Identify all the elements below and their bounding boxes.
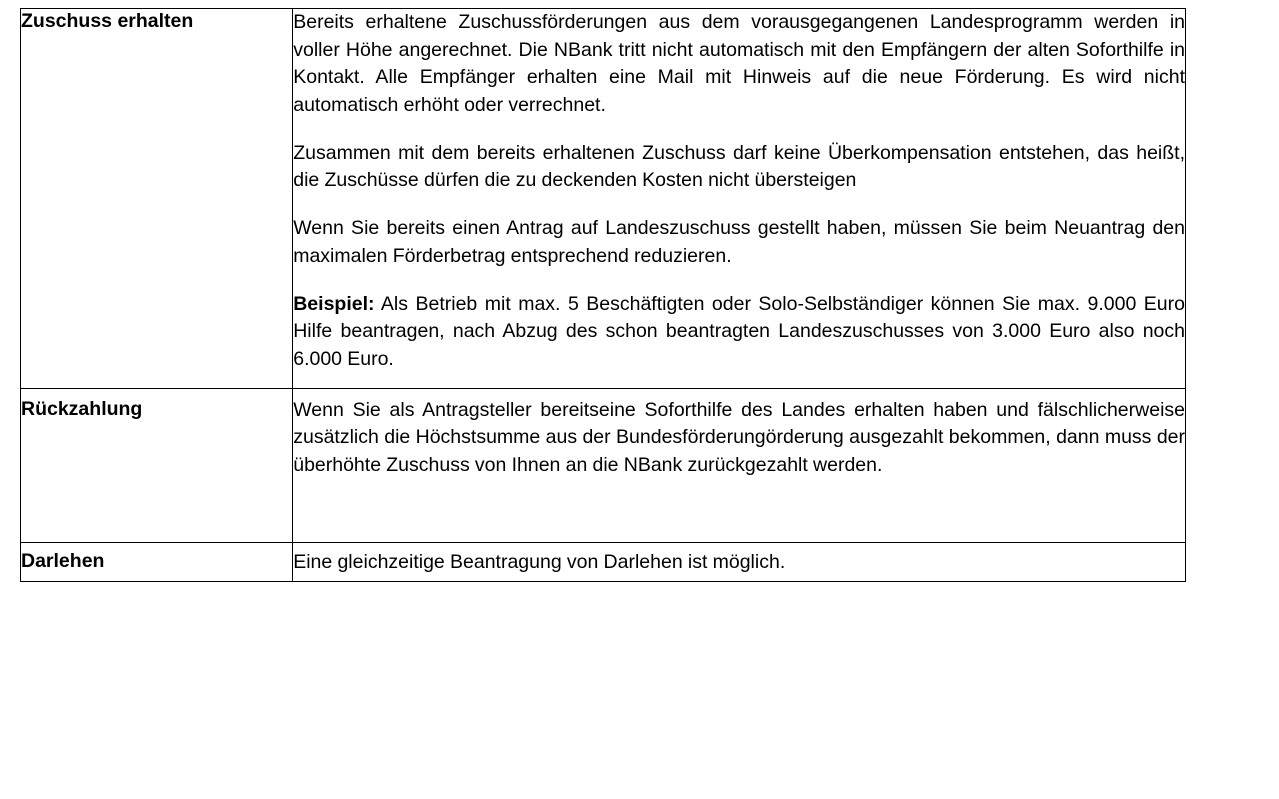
row-label-zuschuss-erhalten: Zuschuss erhalten [21,9,293,389]
paragraph: Wenn Sie bereits einen Antrag auf Landeszuschuss gestellt haben, müssen Sie beim Neuantrag den maximalen Förderbetrag entsprechend reduzieren. [293,217,1185,267]
row-label-darlehen: Darlehen [21,542,293,582]
paragraph: Eine gleichzeitige Beantragung von Darlehen ist möglich. [293,550,786,573]
row-body-zuschuss-erhalten [293,9,1186,389]
row-body-darlehen [293,542,1186,582]
table-row [21,388,1186,542]
paragraph: Zusammen mit dem bereits erhaltenen Zuschuss darf keine Überkompensation entstehen, das heißt, die Zuschüsse dürfen die zu deckenden Kosten nicht übersteigen [293,141,1185,192]
table-row [21,9,1186,389]
row-label-rueckzahlung: Rückzahlung [21,388,293,542]
row-body-rueckzahlung [293,388,1186,542]
example-text: Als Betrieb mit max. 5 Beschäftigten oder Solo-Selbständiger können Sie max. 9.000 Euro Hilfe beantragen, nach Abzug des schon beantragten Landeszuschusses von 3.000 Euro also noch 6.000 Euro. [293,292,1185,370]
table-row [21,542,1186,582]
example-lead: Beispiel: [293,292,375,315]
paragraph-example [293,291,1185,374]
paragraph: Wenn Sie als Antragsteller bereitseine Soforthilfe des Landes erhalten haben und fälschlicherweise zusätzlich die Höchstsumme aus der Bundesförderungörderung ausgezahlt bekommen, dann muss der überhöhte Zuschuss von Ihnen an die NBank zurückgezahlt werden. [293,398,1185,476]
paragraph: Bereits erhaltene Zuschussförderungen aus dem vorausgegangenen Landesprogramm werden in voller Höhe angerechnet. Die NBank tritt nicht automatisch mit den Empfängern der alten Soforthilfe in Kontakt. Alle Empfänger erhalten eine Mail mit Hinweis auf die neue Förderung. Es wird nicht automatisch erhöht oder verrechnet. [293,11,1185,117]
faq-table [20,8,1186,582]
